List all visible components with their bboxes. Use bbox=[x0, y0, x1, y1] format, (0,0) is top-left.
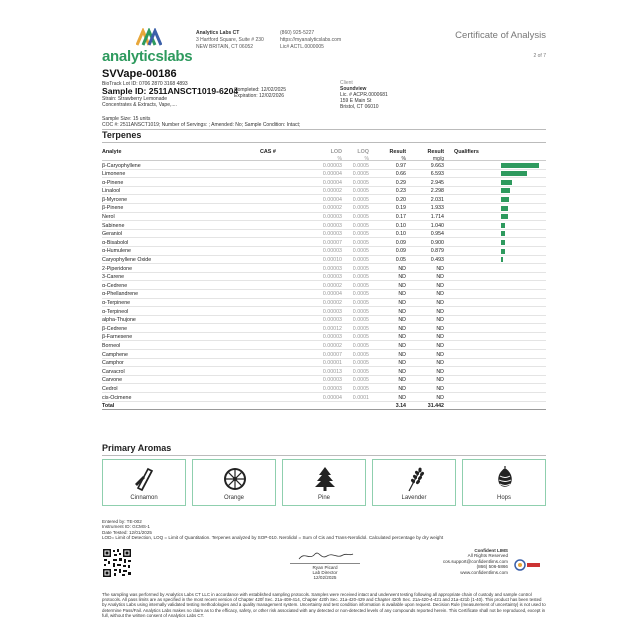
lod-cell: 0.00004 bbox=[322, 291, 342, 298]
loq-cell: 0.0005 bbox=[352, 265, 369, 272]
result-mg-cell: ND bbox=[436, 385, 444, 392]
table-row bbox=[102, 195, 546, 204]
table-row bbox=[102, 178, 546, 187]
lod-cell: 0.00002 bbox=[322, 300, 342, 306]
table-row bbox=[102, 230, 546, 239]
table-row bbox=[102, 273, 546, 282]
loq-cell: 0.0005 bbox=[352, 351, 369, 358]
result-mg-cell: ND bbox=[436, 394, 444, 401]
result-pct-cell: 0.05 bbox=[395, 257, 406, 264]
analyte-cell: alpha-Thujone bbox=[102, 317, 136, 324]
result-mg-cell: ND bbox=[436, 282, 444, 289]
table-row bbox=[102, 359, 546, 368]
result-pct-cell: ND bbox=[398, 360, 406, 367]
lod-cell: 0.00003 bbox=[322, 248, 342, 255]
unit-lod: % bbox=[337, 155, 342, 162]
loq-cell: 0.0005 bbox=[352, 334, 369, 341]
test-info bbox=[102, 519, 443, 541]
client-license: Lic. # ACPR.0000681 bbox=[340, 92, 388, 98]
lod-cell: 0.00012 bbox=[322, 325, 342, 332]
result-pct-cell: ND bbox=[398, 282, 406, 289]
analyte-cell: Camphene bbox=[102, 351, 128, 358]
result-mg-cell: 2.031 bbox=[430, 196, 444, 203]
result-bar bbox=[501, 240, 505, 245]
result-mg-cell: ND bbox=[436, 351, 444, 358]
result-pct-cell: 0.17 bbox=[395, 214, 406, 221]
lims-website[interactable]: www.confidentlims.com bbox=[460, 569, 508, 575]
unit-result-pct: % bbox=[401, 155, 406, 162]
lod-cell: 0.00003 bbox=[322, 334, 342, 341]
analyte-cell: α-Bisabolol bbox=[102, 239, 129, 246]
result-bar bbox=[501, 214, 508, 219]
aromas-row bbox=[102, 459, 546, 506]
table-row bbox=[102, 290, 546, 299]
result-mg-cell: 2.298 bbox=[430, 188, 444, 195]
result-mg-cell: 0.954 bbox=[430, 231, 444, 238]
lab-address-line1: 3 Hartford Square, Suite # 230 bbox=[196, 37, 264, 43]
signature-line bbox=[290, 563, 360, 564]
result-mg-cell: ND bbox=[436, 334, 444, 341]
result-pct-cell: 0.66 bbox=[395, 171, 406, 178]
header-qualifiers: Qualifiers bbox=[454, 148, 479, 155]
result-pct-cell: ND bbox=[398, 342, 406, 349]
aroma-card-lavender bbox=[372, 459, 456, 506]
pine-icon bbox=[313, 466, 337, 492]
lod-cell: 0.00002 bbox=[322, 282, 342, 289]
result-pct-cell: ND bbox=[398, 308, 406, 315]
lims-phone: (866) 506-5866 bbox=[476, 564, 508, 570]
aroma-label: Pine bbox=[317, 495, 330, 501]
analyte-cell: Linalool bbox=[102, 188, 121, 195]
analyte-cell: Carvone bbox=[102, 377, 123, 384]
result-bar bbox=[501, 231, 505, 236]
unit-result-mg: mg/g bbox=[432, 155, 444, 162]
result-pct-cell: 0.23 bbox=[395, 188, 406, 195]
result-bar bbox=[501, 171, 527, 176]
loq-cell: 0.0005 bbox=[352, 300, 369, 306]
lod-cell: 0.00003 bbox=[322, 385, 342, 392]
result-pct-cell: ND bbox=[398, 351, 406, 358]
page-number: 2 of 7 bbox=[533, 53, 546, 59]
total-label: Total bbox=[102, 403, 115, 410]
lod-cell: 0.00004 bbox=[322, 196, 342, 203]
result-pct-cell: 0.20 bbox=[395, 196, 406, 203]
table-row bbox=[102, 238, 546, 247]
loq-cell: 0.0005 bbox=[352, 282, 369, 289]
table-row bbox=[102, 170, 546, 179]
loq-cell: 0.0005 bbox=[352, 222, 369, 229]
sample-size-info bbox=[102, 116, 300, 128]
lims-info bbox=[420, 548, 508, 575]
lod-cell: 0.00013 bbox=[322, 368, 342, 375]
table-row bbox=[102, 316, 546, 325]
lims-logo-icon bbox=[512, 557, 542, 573]
result-pct-cell: 0.29 bbox=[395, 179, 406, 186]
table-row bbox=[102, 384, 546, 393]
lod-cell: 0.00007 bbox=[322, 351, 342, 358]
coc-info: COC #: 2511ANSCT1019; Number of Servings: ; Amended: No; Sample Condition: Intact; bbox=[102, 122, 301, 128]
document-title: Certificate of Analysis bbox=[455, 30, 546, 41]
loq-cell: 0.0005 bbox=[352, 179, 369, 186]
loq-cell: 0.0005 bbox=[352, 274, 369, 281]
table-row bbox=[102, 213, 546, 222]
table-row bbox=[102, 247, 546, 256]
result-mg-cell: 0.900 bbox=[430, 239, 444, 246]
analyte-cell: α-Terpinene bbox=[102, 300, 131, 306]
strain-info bbox=[102, 96, 177, 108]
analyte-cell: 3-Carene bbox=[102, 274, 125, 281]
result-mg-cell: 0.493 bbox=[430, 257, 444, 264]
lod-cell: 0.00003 bbox=[322, 222, 342, 229]
analyte-cell: β-Pinene bbox=[102, 205, 124, 212]
lims-email[interactable]: cos.support@confidentlims.com bbox=[442, 558, 508, 564]
result-pct-cell: ND bbox=[398, 334, 406, 341]
lod-cell: 0.00003 bbox=[322, 214, 342, 221]
analyte-cell: Camphor bbox=[102, 360, 124, 367]
table-row bbox=[102, 350, 546, 359]
result-pct-cell: 0.09 bbox=[395, 248, 406, 255]
result-mg-cell: 2.945 bbox=[430, 179, 444, 186]
loq-cell: 0.0005 bbox=[352, 308, 369, 315]
expiration-date: Expiration: 12/02/2026 bbox=[234, 93, 285, 99]
table-row bbox=[102, 341, 546, 350]
analyte-cell: β-Farnesene bbox=[102, 334, 133, 341]
analyte-cell: α-Phellandrene bbox=[102, 291, 139, 298]
analyte-cell: Nerol bbox=[102, 214, 115, 221]
lod-cell: 0.00003 bbox=[322, 265, 342, 272]
header-cas: CAS # bbox=[260, 148, 276, 155]
logo-text: analyticslabs bbox=[102, 48, 193, 65]
client-label: Client bbox=[340, 80, 353, 86]
loq-cell: 0.0001 bbox=[352, 394, 369, 401]
aromas-title: Primary Aromas bbox=[102, 443, 172, 453]
result-pct-cell: ND bbox=[398, 385, 406, 392]
table-header bbox=[102, 147, 546, 154]
table-row bbox=[102, 281, 546, 290]
lod-cell: 0.00003 bbox=[322, 274, 342, 281]
result-bar bbox=[501, 180, 512, 185]
lod-cell: 0.00001 bbox=[322, 360, 342, 367]
loq-cell: 0.0005 bbox=[352, 385, 369, 392]
loq-cell: 0.0005 bbox=[352, 360, 369, 367]
table-row bbox=[102, 221, 546, 230]
lod-cell: 0.00002 bbox=[322, 342, 342, 349]
loq-cell: 0.0005 bbox=[352, 231, 369, 238]
lab-address bbox=[196, 30, 264, 51]
loq-cell: 0.0005 bbox=[352, 248, 369, 255]
loq-cell: 0.0005 bbox=[352, 214, 369, 221]
lod-cell: 0.00003 bbox=[322, 377, 342, 384]
result-mg-cell: 1.933 bbox=[430, 205, 444, 212]
total-mg: 31.442 bbox=[427, 403, 444, 410]
loq-cell: 0.0005 bbox=[352, 188, 369, 195]
lod-cell: 0.00003 bbox=[322, 231, 342, 238]
aroma-card-hops bbox=[462, 459, 546, 506]
loq-cell: 0.0005 bbox=[352, 196, 369, 203]
lod-cell: 0.00002 bbox=[322, 205, 342, 212]
result-mg-cell: 6.593 bbox=[430, 171, 444, 178]
result-pct-cell: ND bbox=[398, 265, 406, 272]
lod-cell: 0.00003 bbox=[322, 308, 342, 315]
result-pct-cell: ND bbox=[398, 291, 406, 298]
header-analyte: Analyte bbox=[102, 148, 122, 155]
loq-cell: 0.0005 bbox=[352, 239, 369, 246]
lod-cell: 0.00003 bbox=[322, 162, 342, 169]
signature-icon bbox=[295, 550, 355, 562]
analyte-cell: α-Terpineol bbox=[102, 308, 129, 315]
lims-rights: All Rights Reserved bbox=[467, 553, 508, 559]
lab-website[interactable]: https://myanalyticslabs.com bbox=[280, 37, 342, 43]
disclaimer: The sampling was performed by Analytics Labs CT LLC in accordance with established sampling protocols. Samples were received intact and underwent testing following all appropriate chain of custody and sample control protocols. All pass limits are as specified in the most recent version of Chapter 420f Sec. 21a-408-414, Chapter 420h Sec. 21a-420-429 and Chapter 420h Sec. 21a-420-4-421 and 21a-421b (1-40). This product has been tested by Analytics Labs using internally validated testing methodologies and a quality management system. Uncertainty and test condition information is available upon request. Decision Rule (measurement of uncertainty) is not used to determine Pass/Fail. Analytics Labs makes no claim as to the efficacy, safety, or other risk associated with any detected or non-detected levels of any compounds reported herein. This Certificate shall not be reproduced, except in full, without the written consent of Analytics Labs CT. bbox=[102, 592, 546, 618]
lab-contact bbox=[280, 30, 341, 51]
entered-by: Entered by: TE-002 bbox=[102, 519, 142, 524]
analyte-cell: α-Pinene bbox=[102, 179, 124, 186]
divider bbox=[102, 455, 546, 456]
result-bar bbox=[501, 223, 505, 228]
client-city: Bristol, CT 06010 bbox=[340, 104, 379, 110]
biotrack-id: BioTrack Lot ID: 0706 2870 3168 4893 bbox=[102, 81, 188, 87]
certificate-page bbox=[100, 22, 548, 622]
instrument-id: Instrument ID: GCMS-1 bbox=[102, 524, 150, 530]
result-pct-cell: 0.10 bbox=[395, 231, 406, 238]
table-row bbox=[102, 299, 546, 308]
aroma-label: Orange bbox=[223, 495, 244, 501]
abbreviation-legend: LOD= Limit of Detection, LOQ = Limit of Quantitation. Terpenes analyzed by SOP-010. Nerolidol = Sum of Cis and Trans-Nerolidol. Calculated percentage by dry weight bbox=[102, 535, 444, 541]
loq-cell: 0.0005 bbox=[352, 377, 369, 384]
lab-name: Analytics Labs CT bbox=[196, 30, 240, 36]
table-row bbox=[102, 333, 546, 342]
analyte-cell: Carvacrol bbox=[102, 368, 125, 375]
loq-cell: 0.0005 bbox=[352, 205, 369, 212]
lab-address-line2: NEW BRITAIN, CT 06052 bbox=[196, 44, 254, 50]
loq-cell: 0.0005 bbox=[352, 162, 369, 169]
loq-cell: 0.0005 bbox=[352, 342, 369, 349]
table-row bbox=[102, 264, 546, 273]
logo-mark-icon bbox=[136, 28, 162, 46]
aroma-label: Hops bbox=[496, 495, 511, 501]
result-bar bbox=[501, 197, 509, 202]
table-row bbox=[102, 376, 546, 385]
signer-name: Ryan Picard bbox=[312, 564, 338, 570]
result-bar bbox=[501, 206, 508, 211]
client-street: 159 E Main St bbox=[340, 98, 372, 104]
lims-name: Confident LIMS bbox=[474, 548, 508, 553]
result-pct-cell: ND bbox=[398, 394, 406, 401]
lod-cell: 0.00002 bbox=[322, 188, 342, 195]
cinnamon-icon bbox=[133, 466, 157, 492]
aroma-card-orange bbox=[192, 459, 276, 506]
result-bar bbox=[501, 257, 503, 262]
analyte-cell: Caryophyllene Oxide bbox=[102, 257, 152, 264]
result-bar bbox=[501, 188, 510, 193]
header-lod: LOD bbox=[330, 148, 342, 155]
terpenes-title: Terpenes bbox=[102, 130, 142, 140]
analyte-cell: Limonene bbox=[102, 171, 126, 178]
analyte-cell: Cedrol bbox=[102, 385, 118, 392]
result-pct-cell: ND bbox=[398, 317, 406, 324]
client-block bbox=[340, 80, 388, 110]
lab-license: Lic# ACTL.0000005 bbox=[280, 44, 324, 50]
loq-cell: 0.0005 bbox=[352, 317, 369, 324]
aroma-label: Cinnamon bbox=[130, 495, 158, 501]
result-mg-cell: ND bbox=[436, 265, 444, 272]
unit-loq: % bbox=[364, 155, 369, 162]
result-mg-cell: 1.714 bbox=[430, 214, 444, 221]
hops-icon bbox=[493, 466, 517, 492]
result-mg-cell: ND bbox=[436, 360, 444, 367]
result-mg-cell: ND bbox=[436, 300, 444, 306]
date-tested: Date Tested: 12/01/2025 bbox=[102, 529, 152, 535]
signer-date: 12/02/2025 bbox=[313, 574, 337, 580]
product-name: SVVape-00186 bbox=[102, 68, 177, 80]
result-mg-cell: 0.879 bbox=[430, 248, 444, 255]
result-pct-cell: ND bbox=[398, 274, 406, 281]
result-mg-cell: ND bbox=[436, 291, 444, 298]
strain-name: Strain: Strawberry Lemonade bbox=[102, 96, 168, 102]
aroma-label: Lavender bbox=[401, 495, 427, 501]
sample-id: Sample ID: 2511ANSCT1019-6204 bbox=[102, 86, 239, 96]
analyte-cell: β-Caryophyllene bbox=[102, 162, 141, 169]
table-row bbox=[102, 367, 546, 376]
result-mg-cell: ND bbox=[436, 317, 444, 324]
table-units bbox=[102, 154, 546, 161]
lavender-icon bbox=[403, 466, 427, 492]
aroma-card-cinnamon bbox=[102, 459, 186, 506]
table-row bbox=[102, 324, 546, 333]
orange-icon bbox=[223, 466, 247, 492]
product-category: Concentrates & Extracts, Vape,.... bbox=[102, 102, 177, 108]
table-row bbox=[102, 161, 546, 170]
table-row bbox=[102, 187, 546, 196]
result-bar bbox=[501, 249, 505, 254]
loq-cell: 0.0005 bbox=[352, 368, 369, 375]
loq-cell: 0.0005 bbox=[352, 257, 369, 264]
result-pct-cell: 0.10 bbox=[395, 222, 406, 229]
lod-cell: 0.00004 bbox=[322, 171, 342, 178]
lod-cell: 0.00004 bbox=[322, 179, 342, 186]
result-mg-cell: 1.040 bbox=[430, 222, 444, 229]
lab-phone: (860) 925-5227 bbox=[280, 30, 315, 36]
analyte-cell: α-Humulene bbox=[102, 248, 131, 255]
table-row bbox=[102, 204, 546, 213]
loq-cell: 0.0005 bbox=[352, 325, 369, 332]
completed-date: Completed: 12/02/2025 bbox=[234, 87, 286, 93]
lod-cell: 0.00004 bbox=[322, 394, 342, 401]
loq-cell: 0.0005 bbox=[352, 171, 369, 178]
result-pct-cell: ND bbox=[398, 368, 406, 375]
table-row bbox=[102, 393, 546, 402]
lod-cell: 0.00007 bbox=[322, 239, 342, 246]
loq-cell: 0.0005 bbox=[352, 291, 369, 298]
analyte-cell: Sabinene bbox=[102, 222, 125, 229]
table-row bbox=[102, 307, 546, 316]
divider bbox=[102, 142, 546, 143]
total-pct: 3.14 bbox=[395, 403, 406, 410]
sample-dates bbox=[234, 87, 286, 99]
result-mg-cell: ND bbox=[436, 377, 444, 384]
table-body bbox=[102, 161, 546, 402]
result-pct-cell: 0.09 bbox=[395, 239, 406, 246]
table-row bbox=[102, 256, 546, 265]
analyte-cell: cis-Ocimene bbox=[102, 394, 132, 401]
terpenes-table bbox=[102, 147, 546, 410]
analyte-cell: Borneol bbox=[102, 342, 121, 349]
lod-cell: 0.00003 bbox=[322, 317, 342, 324]
header-result-pct: Result bbox=[389, 148, 406, 155]
result-bar bbox=[501, 163, 539, 168]
result-pct-cell: ND bbox=[398, 300, 406, 306]
aroma-card-pine bbox=[282, 459, 366, 506]
header-loq: LOQ bbox=[357, 148, 369, 155]
lod-cell: 0.00010 bbox=[322, 257, 342, 264]
result-mg-cell: ND bbox=[436, 274, 444, 281]
analyte-cell: Geraniol bbox=[102, 231, 123, 238]
analyte-cell: α-Cedrene bbox=[102, 282, 128, 289]
analyte-cell: β-Myrcene bbox=[102, 196, 128, 203]
analyte-cell: 2-Piperidone bbox=[102, 265, 133, 272]
result-pct-cell: 0.19 bbox=[395, 205, 406, 212]
table-total-row bbox=[102, 402, 546, 411]
divider bbox=[102, 129, 546, 130]
result-pct-cell: 0.97 bbox=[395, 162, 406, 169]
result-mg-cell: ND bbox=[436, 308, 444, 315]
result-mg-cell: 9.663 bbox=[430, 162, 444, 169]
qr-code-icon[interactable] bbox=[102, 548, 132, 578]
result-mg-cell: ND bbox=[436, 368, 444, 375]
sample-size: Sample Size: 15 units bbox=[102, 116, 151, 122]
result-mg-cell: ND bbox=[436, 342, 444, 349]
header-result-mg: Result bbox=[427, 148, 444, 155]
analyte-cell: β-Cedrene bbox=[102, 325, 128, 332]
lab-logo bbox=[102, 28, 194, 64]
result-pct-cell: ND bbox=[398, 325, 406, 332]
result-pct-cell: ND bbox=[398, 377, 406, 384]
signer-title: Lab Director bbox=[312, 569, 338, 575]
result-mg-cell: ND bbox=[436, 325, 444, 332]
signature-block bbox=[280, 550, 370, 580]
client-name: Soundview bbox=[340, 86, 367, 92]
